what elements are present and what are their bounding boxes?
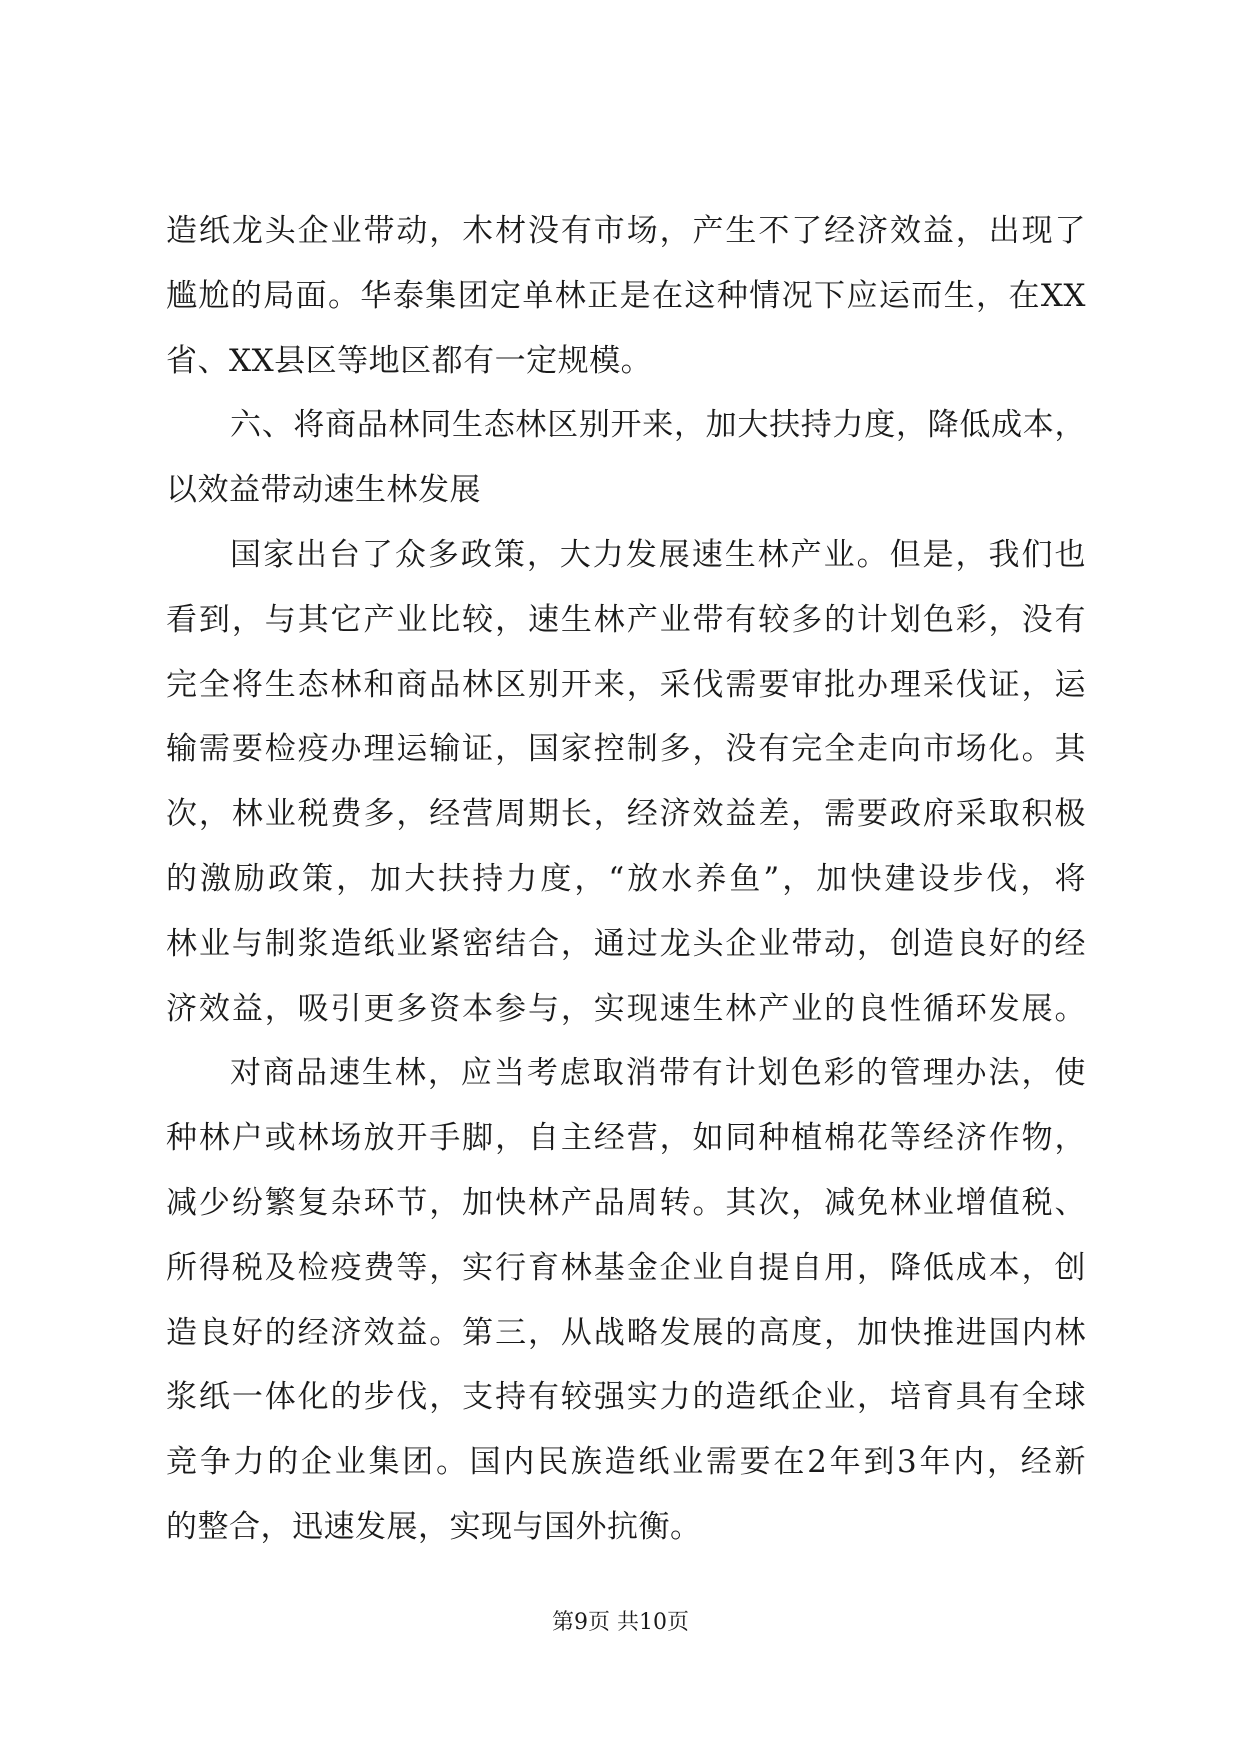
text-line: 次，林业税费多，经营周期长，经济效益差，需要政府采取积极	[166, 796, 1086, 833]
text-line: 济效益，吸引更多资本参与，实现速生林产业的良性循环发展。	[166, 990, 1086, 1027]
page-number-footer: 第9页 共10页	[552, 1610, 689, 1635]
text-line: 的激励政策，加大扶持力度，“放水养鱼”，加快建设步伐，将	[166, 860, 1086, 897]
text-line: 尴尬的局面。华泰集团定单林正是在这种情况下应运而生，在XX	[166, 277, 1086, 314]
text-line: 种林户或林场放开手脚，自主经营，如同种植棉花等经济作物，	[166, 1120, 1086, 1157]
text-line: 的整合，迅速发展，实现与国外抗衡。	[166, 1508, 702, 1545]
section-heading-line: 以效益带动速生林发展	[166, 472, 481, 509]
text-line: 浆纸一体化的步伐，支持有较强实力的造纸企业，培育具有全球	[166, 1379, 1086, 1416]
section-heading-line: 六、将商品林同生态林区别开来，加大扶持力度，降低成本，	[230, 407, 1086, 444]
text-line: 对商品速生林，应当考虑取消带有计划色彩的管理办法，使	[230, 1055, 1086, 1092]
text-line: 造良好的经济效益。第三，从战略发展的高度，加快推进国内林	[166, 1314, 1086, 1351]
text-line: 输需要检疫办理运输证，国家控制多，没有完全走向市场化。其	[166, 731, 1086, 768]
text-line: 省、XX县区等地区都有一定规模。	[166, 342, 653, 379]
document-body	[166, 199, 1086, 1560]
text-line: 林业与制浆造纸业紧密结合，通过龙头企业带动，创造良好的经	[166, 925, 1086, 962]
text-line: 完全将生态林和商品林区别开来，采伐需要审批办理采伐证，运	[166, 666, 1086, 703]
text-line: 竞争力的企业集团。国内民族造纸业需要在2年到3年内，经新	[166, 1444, 1086, 1481]
text-line: 国家出台了众多政策，大力发展速生林产业。但是，我们也	[230, 536, 1086, 573]
text-line: 造纸龙头企业带动，木材没有市场，产生不了经济效益，出现了	[166, 213, 1086, 249]
text-line: 看到，与其它产业比较，速生林产业带有较多的计划色彩，没有	[166, 601, 1086, 638]
text-line: 减少纷繁复杂环节，加快林产品周转。其次，减免林业增值税、	[166, 1184, 1086, 1221]
text-line: 所得税及检疫费等，实行育林基金企业自提自用，降低成本，创	[166, 1249, 1086, 1286]
